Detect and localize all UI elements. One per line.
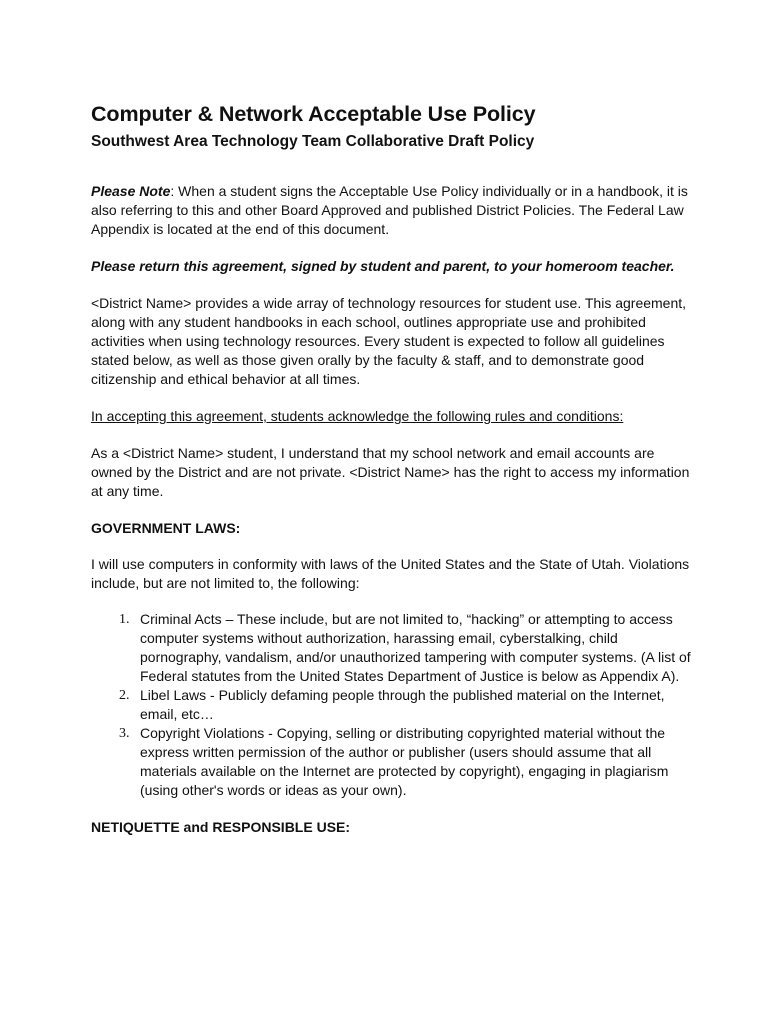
please-note-label: Please Note: [91, 183, 171, 199]
list-item: [91, 724, 691, 800]
list-item-number: 1.: [119, 612, 130, 627]
intro-paragraph: <District Name> provides a wide array of technology resources for student use. This agreement, along with any student handbooks in each school, outlines appropriate use and prohibited activities when using technology resources. Every student is expected to follow all guidelines stated below, as well as those given orally by the faculty & staff, and to demonstrate good citizenship and ethical behavior at all times.: [91, 295, 687, 387]
document-title: Computer & Network Acceptable Use Policy: [91, 102, 536, 126]
government-laws-intro: I will use computers in conformity with laws of the United States and the State of Utah. Violations include, but are not limited to, the following:: [91, 556, 690, 591]
list-item: [91, 686, 691, 724]
ownership-paragraph: As a <District Name> student, I understand that my school network and email accounts are owned by the District and are not private. <District Name> has the right to access my information at any time.: [91, 445, 690, 499]
please-note-paragraph: [91, 182, 691, 239]
list-item-number: 3.: [119, 726, 130, 741]
list-item-text: Copyright Violations - Copying, selling or distributing copyrighted material without the express written permission of the author or publisher (users should assume that all materials available on the Internet are protected by copyright), engaging in plagiarism (using other's words or ideas as your own).: [140, 725, 669, 798]
government-laws-list: [91, 610, 691, 800]
return-agreement-note: Please return this agreement, signed by student and parent, to your homeroom teacher.: [91, 258, 675, 274]
acceptance-statement: In accepting this agreement, students acknowledge the following rules and conditions:: [91, 408, 624, 424]
list-item-text: Criminal Acts – These include, but are not limited to, “hacking” or attempting to access computer systems without authorization, harassing email, cyberstalking, child pornography, vandalism, and/or unauthorized tampering with computer systems. (A list of Federal statutes from the United States Department of Justice is below as Appendix A).: [140, 611, 691, 684]
please-note-text: : When a student signs the Acceptable Use Policy individually or in a handbook, it is also referring to this and other Board Approved and published District Policies. The Federal Law Appendix is located at the end of this document.: [91, 183, 688, 237]
list-item-number: 2.: [119, 688, 130, 703]
government-laws-heading: GOVERNMENT LAWS:: [91, 520, 241, 536]
list-item-text: Libel Laws - Publicly defaming people through the published material on the Internet, email, etc…: [140, 687, 665, 722]
list-item: [91, 610, 691, 686]
document-page: [91, 101, 691, 837]
netiquette-heading: NETIQUETTE and RESPONSIBLE USE:: [91, 819, 351, 835]
document-subtitle: Southwest Area Technology Team Collaborative Draft Policy: [91, 133, 535, 150]
